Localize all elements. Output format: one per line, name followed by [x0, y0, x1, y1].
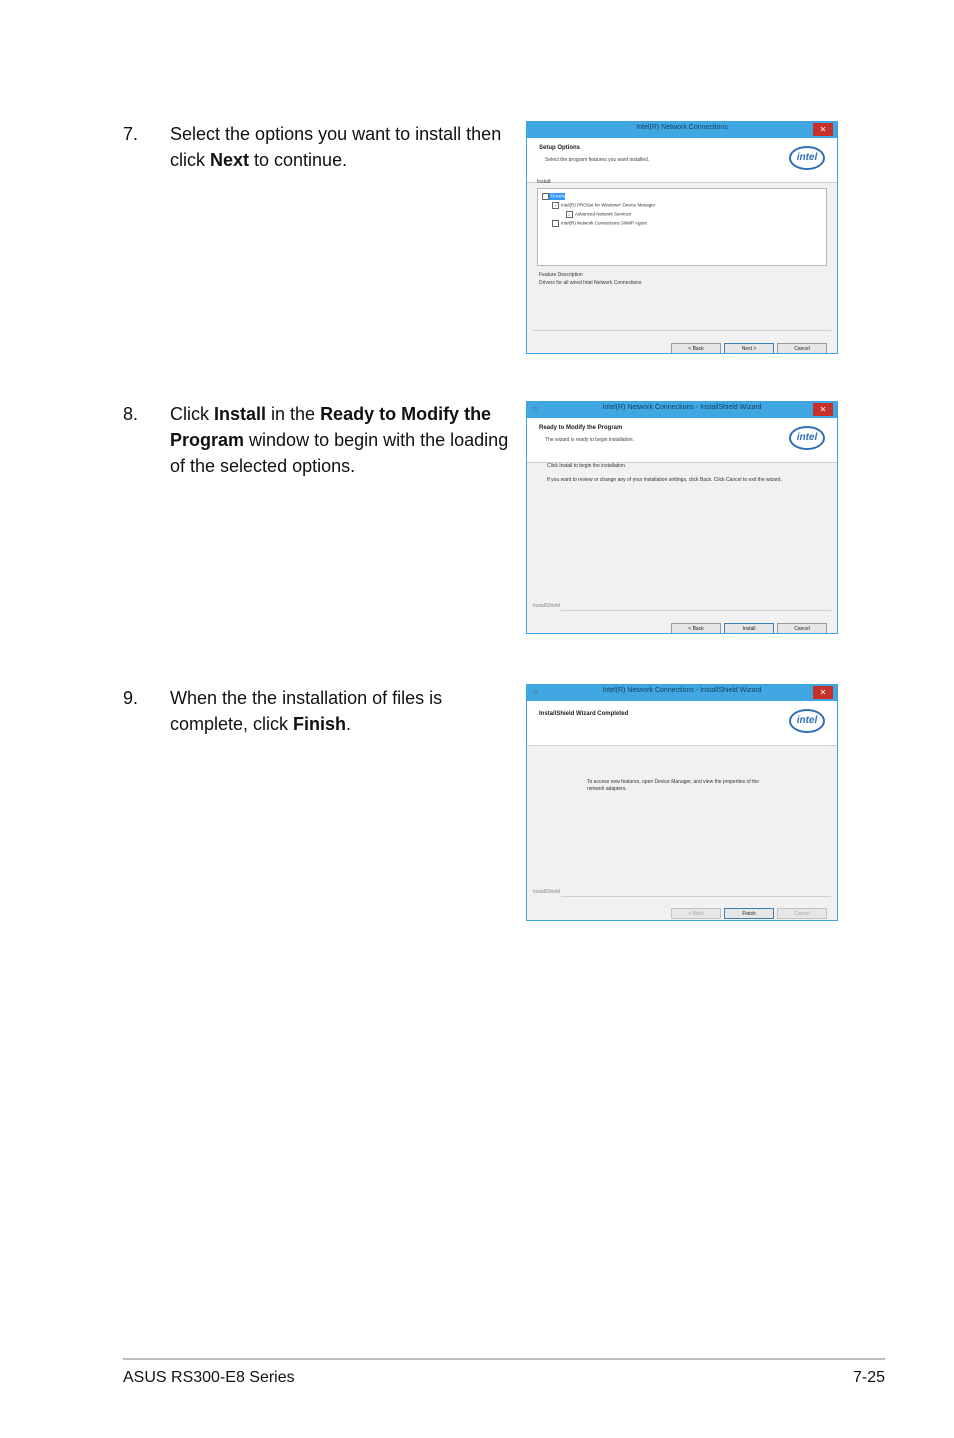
install-button[interactable]: Install: [724, 623, 774, 634]
finish-button[interactable]: Finish: [724, 908, 774, 919]
back-button[interactable]: < Back: [671, 908, 721, 919]
option-proset[interactable]: ✓ Intel(R) PROSet for Windows* Device Manager: [553, 202, 656, 208]
option-snmp[interactable]: Intel(R) Network Connections SNMP Agent: [552, 220, 647, 227]
button-row: [668, 337, 827, 351]
wizard-completed-dialog: ⌗ Intel(R) Network Connections - InstallShield Wizard ✕ InstallShield Wizard Completed intel To access new features, open Device Manager, and view the properties of the network adapters. InstallShield < Back Finish Cancel: [526, 684, 838, 921]
intel-logo-icon: intel: [789, 709, 825, 733]
step-number: 7.: [123, 124, 139, 144]
divider: [561, 610, 831, 611]
ready-to-modify-dialog: ⌗ Intel(R) Network Connections - InstallShield Wizard ✕ Ready to Modify the Program The wizard is ready to begin installation. intel Click Install to begin the installation. If you want to review or change any of your installation settings, click Back. Click Cancel to exit the wizard. InstallShield < Back Install Cancel: [526, 401, 838, 634]
dialog-titlebar: Intel(R) Network Connections ✕: [527, 122, 837, 138]
close-icon[interactable]: ✕: [813, 123, 833, 136]
cancel-button[interactable]: Cancel: [777, 623, 827, 634]
intel-logo-icon: intel: [789, 426, 825, 450]
button-row: [668, 902, 827, 916]
next-button[interactable]: Next >: [724, 343, 774, 354]
close-icon[interactable]: ✕: [813, 403, 833, 416]
step-text: When the the installation of files is complete, click Finish.: [170, 688, 443, 734]
step-text: Click Install in the Ready to Modify the Program window to begin with the loading of the selected options.: [170, 404, 509, 476]
checkbox-icon[interactable]: [552, 220, 559, 227]
wizard-icon: ⌗: [533, 687, 538, 696]
dialog-header: Setup Options Select the program features you want installed. intel: [527, 138, 837, 183]
divider: [533, 330, 831, 331]
button-row: [668, 617, 827, 631]
setup-options-dialog: Intel(R) Network Connections ✕ Setup Options Select the program features you want installed. intel Install: ✓ Drivers ✓ Intel(R) PROSet for Windows* Device Manager ✓ Advanced Network Services Intel(R) Network Connections SNMP Agent Feature Description Drivers for all wired Intel Network Connections < Back Next > Cancel: [526, 121, 838, 354]
step-text: Select the options you want to install then click Next to continue.: [170, 124, 502, 170]
divider: [561, 896, 831, 897]
checkbox-icon[interactable]: ✓: [543, 194, 548, 199]
checkbox-icon[interactable]: ✓: [567, 212, 572, 217]
footer-divider: [123, 1358, 885, 1360]
intel-logo-icon: intel: [789, 146, 825, 170]
option-drivers[interactable]: ✓ Drivers: [543, 193, 566, 199]
option-ans[interactable]: ✓ Advanced Network Services: [567, 211, 632, 217]
cancel-button[interactable]: Cancel: [777, 343, 827, 354]
wizard-icon: ⌗: [533, 404, 538, 413]
checkbox-icon[interactable]: ✓: [553, 203, 558, 208]
dialog-header: InstallShield Wizard Completed intel: [527, 701, 837, 746]
back-button[interactable]: < Back: [671, 343, 721, 354]
step-number: 9.: [123, 688, 139, 708]
back-button[interactable]: < Back: [671, 623, 721, 634]
footer-page-number: 7-25: [852, 1369, 885, 1386]
dialog-header: Ready to Modify the Program The wizard is ready to begin installation. intel: [527, 418, 837, 463]
dialog-titlebar: ⌗ Intel(R) Network Connections - InstallShield Wizard ✕: [527, 685, 837, 701]
dialog-titlebar: ⌗ Intel(R) Network Connections - InstallShield Wizard ✕: [527, 402, 837, 418]
step-number: 8.: [123, 404, 139, 424]
features-tree[interactable]: [537, 188, 827, 266]
footer-product-name: ASUS RS300-E8 Series: [123, 1369, 295, 1386]
close-icon[interactable]: ✕: [813, 686, 833, 699]
cancel-button[interactable]: Cancel: [777, 908, 827, 919]
